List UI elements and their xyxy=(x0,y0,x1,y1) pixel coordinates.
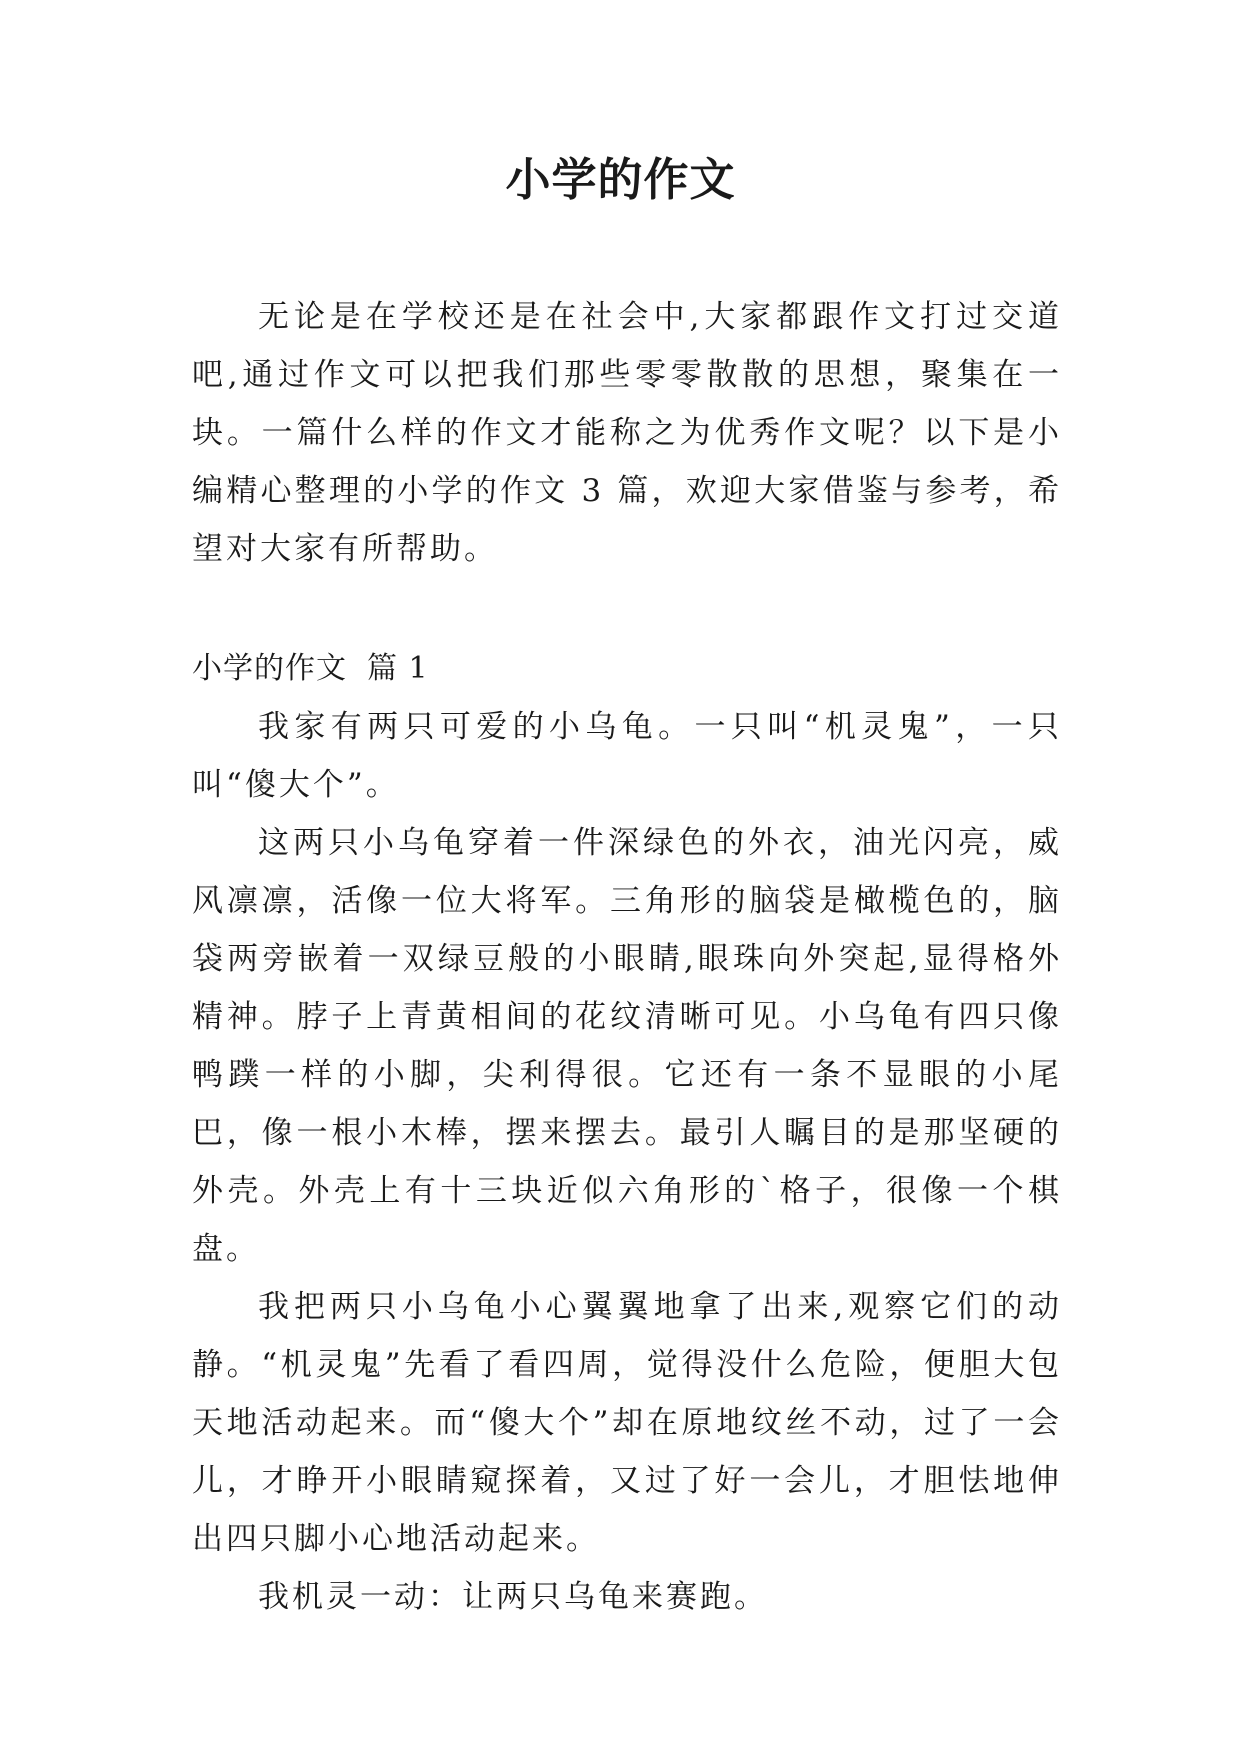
article-paragraph: 我家有两只可爱的小乌龟。一只叫“机灵鬼”，一只叫“傻大个”。 xyxy=(192,709,1062,803)
intro-section xyxy=(192,288,1062,578)
section-heading-number: 篇 1 xyxy=(367,651,429,686)
intro-paragraph: 无论是在学校还是在社会中,大家都跟作文打过交道吧,通过作文可以把我们那些零零散散的思想，聚集在一块。一篇什么样的作文才能称之为优秀作文呢？以下是小编精心整理的小学的作文 3 篇，欢迎大家借鉴与参考，希望对大家有所帮助。 xyxy=(192,299,1062,567)
document-title: 小学的作文 xyxy=(505,153,736,206)
section-heading xyxy=(192,640,1062,698)
article-section xyxy=(192,640,1062,1626)
section-heading-title: 小学的作文 xyxy=(192,651,347,686)
article-paragraph: 我机灵一动：让两只乌龟来赛跑。 xyxy=(258,1579,768,1615)
article-paragraph: 我把两只小乌龟小心翼翼地拿了出来,观察它们的动静。“机灵鬼”先看了看四周，觉得没什么危险，便胆大包天地活动起来。而“傻大个”却在原地纹丝不动，过了一会儿，才睁开小眼睛窥探着，又过了好一会儿，才胆怯地伸出四只脚小心地活动起来。 xyxy=(192,1289,1062,1557)
article-paragraph: 这两只小乌龟穿着一件深绿色的外衣，油光闪亮，威风凛凛，活像一位大将军。三角形的脑袋是橄榄色的，脑袋两旁嵌着一双绿豆般的小眼睛,眼珠向外突起,显得格外精神。脖子上青黄相间的花纹清晰可见。小乌龟有四只像鸭蹼一样的小脚，尖利得很。它还有一条不显眼的小尾巴，像一根小木棒，摆来摆去。最引人瞩目的是那坚硬的外壳。外壳上有十三块近似六角形的`格子，很像一个棋盘。 xyxy=(192,825,1062,1267)
